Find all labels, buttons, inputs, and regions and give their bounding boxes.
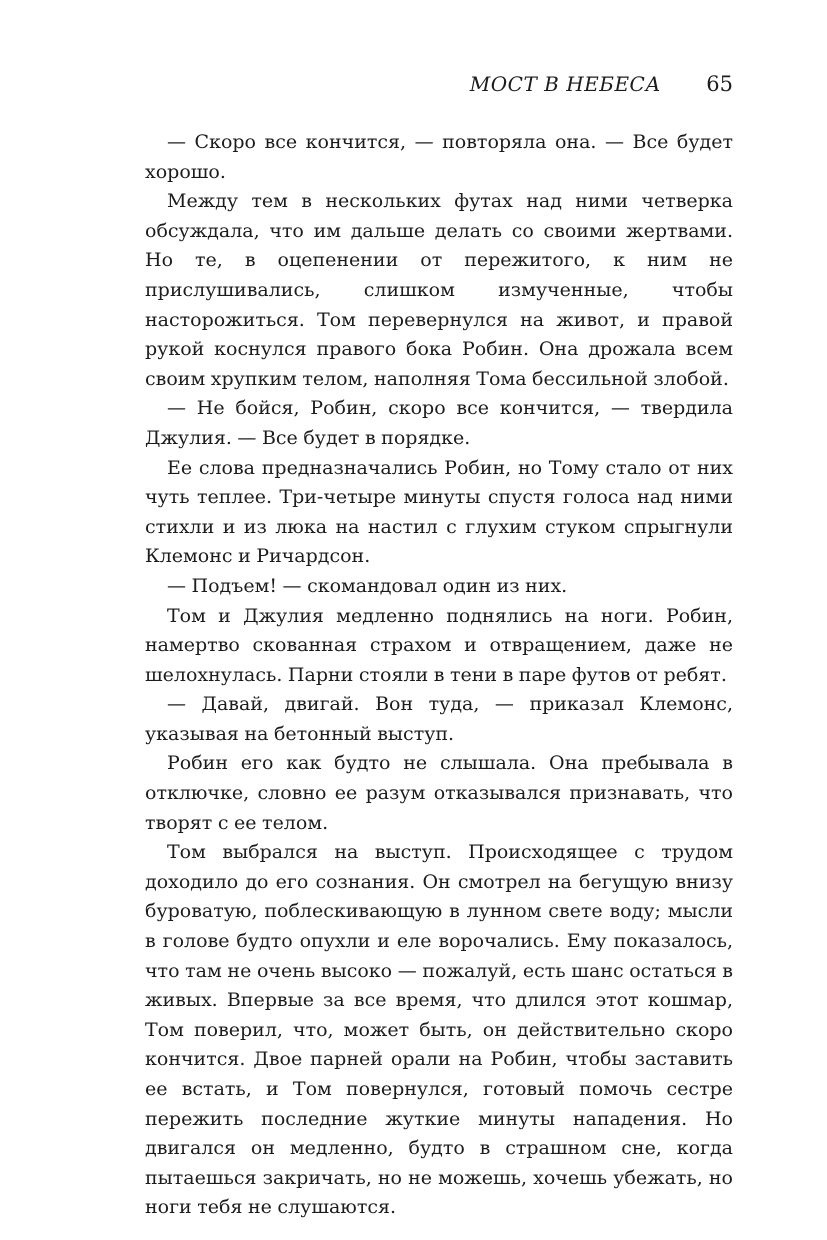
paragraph: Том и Джулия медленно поднялись на ноги. Робин, намертво скованная страхом и отвращением, даже не шелохнулась. Парни стояли в тени в паре футов от ребят.	[145, 604, 733, 686]
running-header	[95, 70, 733, 102]
paragraph: Робин его как будто не слышала. Она пребывала в отключке, словно ее разум отказывался признавать, что творят с ее телом.	[145, 752, 733, 834]
running-title: МОСТ В НЕБЕСА	[469, 72, 661, 96]
paragraph: — Скоро все кончится, — повторяла она. — Все будет хорошо.	[145, 131, 733, 183]
paragraph: — Не бойся, Робин, скоро все кончится, — твердила Джулия. — Все будет в порядке.	[145, 397, 733, 449]
body-text	[145, 128, 733, 1223]
paragraph: Ее слова предназначались Робин, но Тому стало от них чуть теплее. Три-четыре минуты спустя голоса над ними стихли и из люка на настил с глухим стуком спрыгнули Клемонс и Ричардсон.	[145, 456, 733, 568]
paragraph: Том выбрался на выступ. Происходящее с трудом доходило до его сознания. Он смотрел на бегущую внизу буроватую, поблескивающую в лунном свете воду; мысли в голове будто опухли и еле ворочались. Ему показалось, что там не очень высоко — пожалуй, есть шанс остаться в живых. Впервые за все время, что длился этот кошмар, Том поверил, что, может быть, он действительно скоро кончится. Двое парней орали на Робин, чтобы заставить ее встать, и Том повернулся, готовый помочь сестре пережить последние жуткие минуты нападения. Но двигался он медленно, будто в страшном сне, когда пытаешься закричать, но не можешь, хочешь убежать, но ноги тебя не слушаются.	[145, 841, 733, 1219]
paragraph: Между тем в нескольких футах над ними четверка обсуждала, что им дальше делать со своими жертвами. Но те, в оцепенении от пережитого, к ним не прислушивались, слишком измученные, чтобы насторожиться. Том перевернулся на живот, и правой рукой коснулся правого бока Робин. Она дрожала всем своим хрупким телом, наполняя Тома бессильной злобой.	[145, 190, 733, 390]
page-number: 65	[706, 72, 733, 96]
paragraph: — Подъем! — скомандовал один из них.	[167, 574, 568, 597]
paragraph: — Давай, двигай. Вон туда, — приказал Клемонс, указывая на бетонный выступ.	[145, 693, 733, 745]
